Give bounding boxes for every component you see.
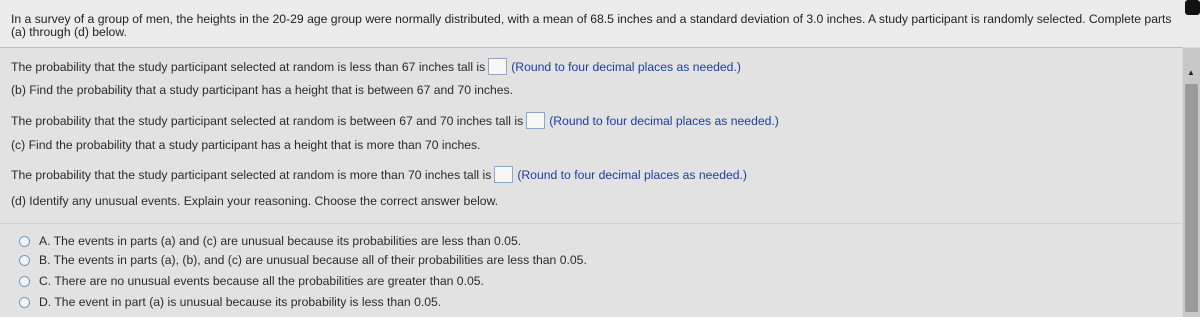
part-b-answer-line	[11, 112, 779, 129]
part-b-question	[11, 83, 513, 97]
radio-a[interactable]	[19, 236, 30, 247]
part-c-question	[11, 138, 480, 152]
choice-d[interactable]	[19, 295, 441, 309]
part-a-answer-input[interactable]	[488, 58, 507, 75]
scroll-thumb[interactable]	[1185, 84, 1198, 312]
radio-b[interactable]	[19, 255, 30, 266]
choice-c[interactable]	[19, 274, 484, 288]
part-c-answer-input[interactable]	[494, 166, 513, 183]
choice-b[interactable]	[19, 253, 587, 267]
part-c-answer-line	[11, 166, 747, 183]
part-d-question-text: (d) Identify any unusual events. Explain your reasoning. Choose the correct answer below.	[11, 194, 499, 208]
problem-statement: In a survey of a group of men, the heights in the 20-29 age group were normally distributed, with a mean of 68.5 inches and a standard deviation of 3.0 inches. A study participant is randomly selected. Complete parts (a) through (d) below.	[11, 12, 1172, 39]
part-d-question	[11, 194, 498, 208]
choice-b-text: B. The events in parts (a), (b), and (c) are unusual because all of their probabilities are less than 0.05.	[39, 253, 587, 267]
radio-c[interactable]	[19, 276, 30, 287]
part-a-answer-line	[11, 58, 741, 75]
part-b-answer-input[interactable]	[526, 112, 545, 129]
part-c-question-text: (c) Find the probability that a study participant has a height that is more than 70 inches.	[11, 138, 481, 152]
part-b-hint: (Round to four decimal places as needed.)	[549, 113, 779, 128]
problem-header	[0, 0, 1200, 47]
radio-d[interactable]	[19, 297, 30, 308]
choice-c-text: C. There are no unusual events because all the probabilities are greater than 0.05.	[39, 274, 484, 288]
part-c-prompt: The probability that the study participant selected at random is more than 70 inches tall is	[11, 167, 492, 182]
part-c-hint: (Round to four decimal places as needed.)	[517, 167, 747, 182]
choice-a[interactable]	[19, 234, 521, 248]
part-a-prompt: The probability that the study participant selected at random is less than 67 inches tall is	[11, 59, 486, 74]
choice-d-text: D. The event in part (a) is unusual because its probability is less than 0.05.	[39, 295, 442, 309]
part-a-hint: (Round to four decimal places as needed.)	[511, 59, 741, 74]
part-b-prompt: The probability that the study participant selected at random is between 67 and 70 inches tall is	[11, 113, 524, 128]
app-icon	[1185, 0, 1200, 15]
part-b-question-text: (b) Find the probability that a study participant has a height that is between 67 and 70 inches.	[11, 83, 514, 97]
chevron-up-icon[interactable]: ▲	[1187, 68, 1195, 77]
choice-a-text: A. The events in parts (a) and (c) are unusual because its probabilities are less than 0.05.	[39, 234, 522, 248]
choices-divider	[0, 223, 1182, 224]
vertical-scrollbar[interactable]	[1183, 48, 1200, 317]
